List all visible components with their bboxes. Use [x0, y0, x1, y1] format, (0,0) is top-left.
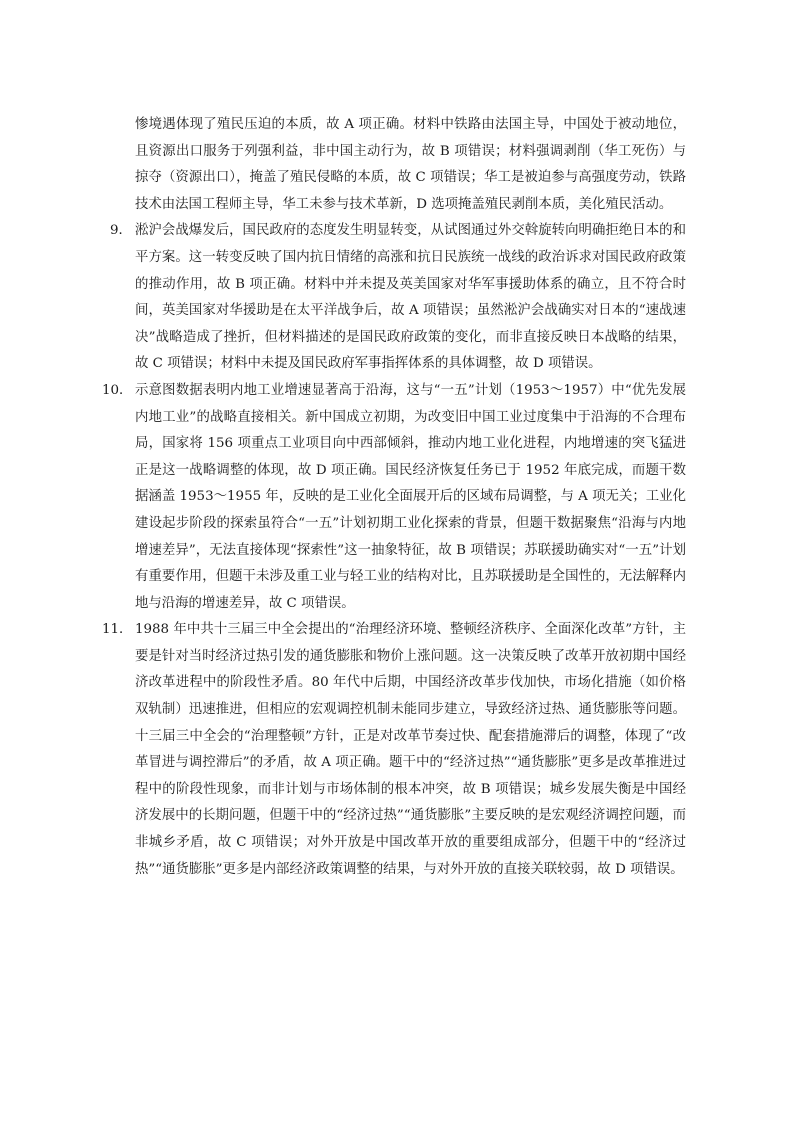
answer-item-11 [102, 617, 686, 883]
item-text: 1988 年中共十三届三中全会提出的“治理经济环境、整顿经济秩序、全面深化改革”方针，主要是针对当时经济过热引发的通货膨胀和物价上涨问题。这一决策反映了改革开放初期中国经济改革进程中的阶段性矛盾。80 年代中后期，中国经济改革步伐加快，市场化措施（如价格双轨制）迅速推进，但相应的宏观调控机制未能同步建立，导致经济过热、通货膨胀等问题。十三届三中全会的“治理整顿”方针，正是对改革节奏过快、配套措施滞后的调整，体现了“改革冒进与调控滞后”的矛盾，故 A 项正确。题干中的“经济过热”“通货膨胀”更多是改革推进过程中的阶段性现象，而非计划与市场体制的根本冲突，故 B 项错误；城乡发展失衡是中国经济发展中的长期问题，但题干中的“经济过热”“通货膨胀”主要反映的是宏观经济调控问题，而非城乡矛盾，故 C 项错误；对外开放是中国改革开放的重要组成部分，但题干中的“经济过热”“通货膨胀”更多是内部经济政策调整的结果，与对外开放的直接关联较弱，故 D 项错误。 [135, 622, 686, 877]
item-number: 10． [102, 382, 133, 398]
continuation-paragraph: 惨境遇体现了殖民压迫的本质，故 A 项正确。材料中铁路由法国主导，中国处于被动地位，且资源出口服务于列强利益，非中国主动行为，故 B 项错误；材料强调剥削（华工死伤）与掠夺（资源出口），掩盖了殖民侵略的本质，故 C 项错误；华工是被迫参与高强度劳动，铁路技术由法国工程师主导，华工未参与技术革新，D 选项掩盖殖民剥削本质，美化殖民活动。 [135, 117, 686, 212]
answer-explanations [102, 112, 686, 883]
item-text: 示意图数据表明内地工业增速显著高于沿海，这与“一五”计划（1953～1957）中“优先发展内地工业”的战略直接相关。新中国成立初期，为改变旧中国工业过度集中于沿海的不合理布局，国家将 156 项重点工业项目向中西部倾斜，推动内地工业化进程，内地增速的突飞猛进正是这一战略调整的体现，故 D 项正确。国民经济恢复任务已于 1952 年底完成，而题干数据涵盖 1953～1955 年，反映的是工业化全面展开后的区域布局调整，与 A 项无关；工业化建设起步阶段的探索虽符合“一五”计划初期工业化探索的背景，但题干数据聚焦“沿海与内地增速差异”，无法直接体现“探索性”这一抽象特征，故 B 项错误；苏联援助确实对“一五”计划有重要作用，但题干未涉及重工业与轻工业的结构对比，且苏联援助是全国性的，无法解释内地与沿海的增速差异，故 C 项错误。 [135, 382, 686, 611]
item-number: 9． [110, 223, 132, 239]
answer-item-10 [102, 378, 686, 617]
item-text: 淞沪会战爆发后，国民政府的态度发生明显转变，从试图通过外交斡旋转向明确拒绝日本的和平方案。这一转变反映了国内抗日情绪的高涨和抗日民族统一战线的政治诉求对国民政府政策的推动作用，故 B 项正确。材料中并未提及英美国家对华军事援助体系的确立，且不符合时间，英美国家对华援助是在太平洋战争后，故 A 项错误；虽然淞沪会战确实对日本的“速战速决”战略造成了挫折，但材料描述的是国民政府政策的变化，而非直接反映日本战略的结果，故 C 项错误；材料中未提及国民政府军事指挥体系的具体调整，故 D 项错误。 [135, 223, 686, 372]
answer-item-9 [110, 218, 686, 378]
item-number: 11． [102, 622, 133, 638]
